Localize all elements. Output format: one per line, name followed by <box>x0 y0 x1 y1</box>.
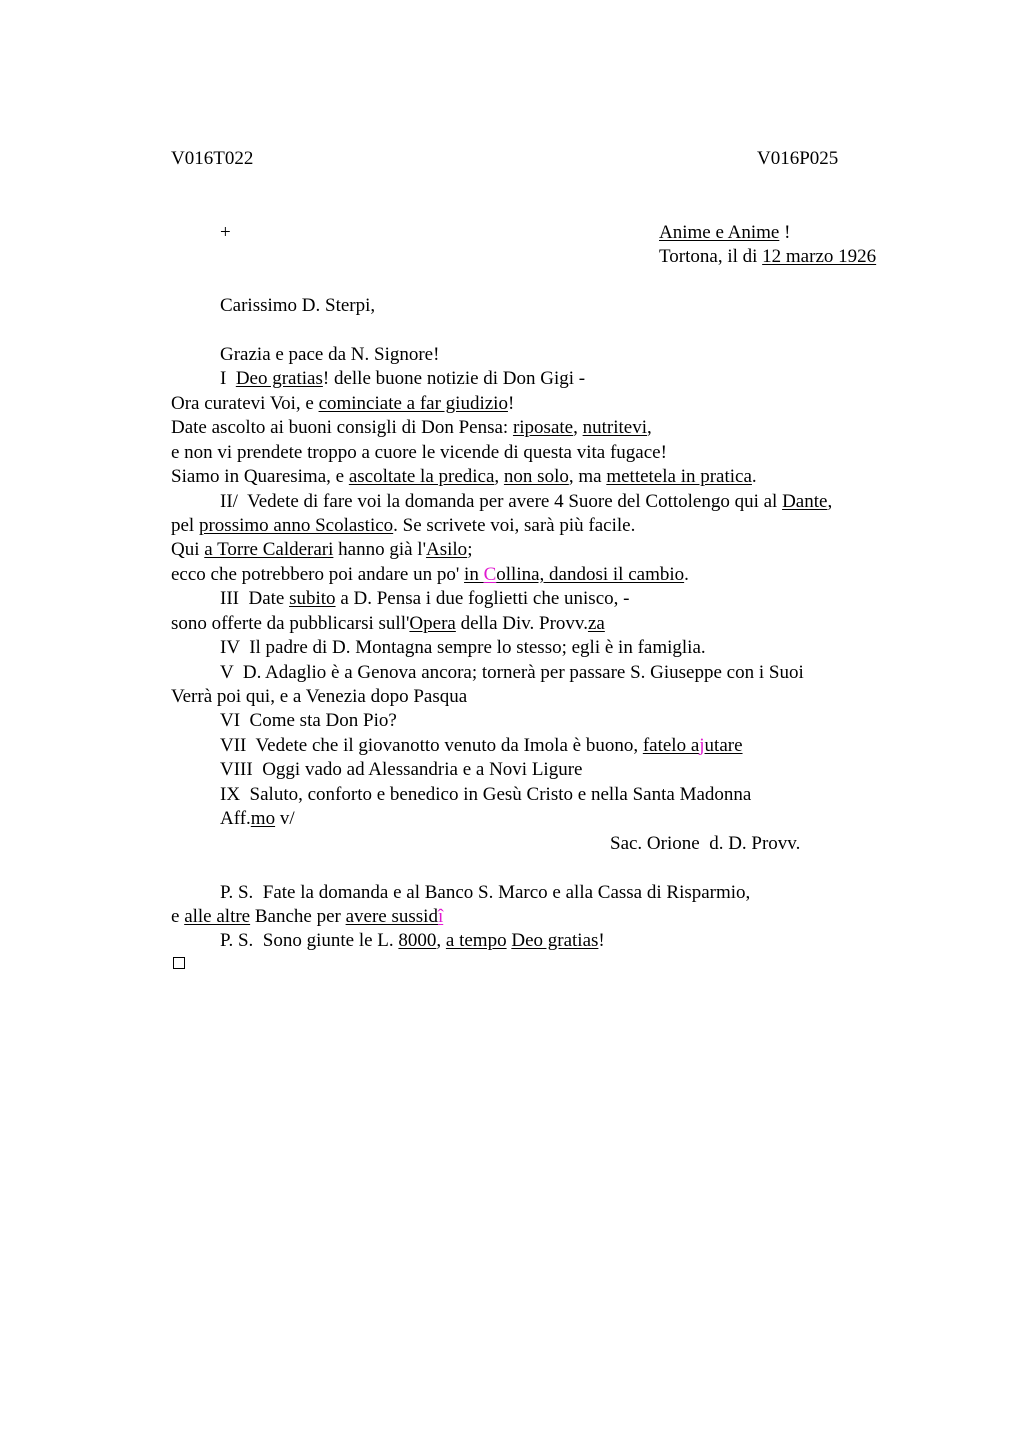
salutation: Carissimo D. Sterpi, <box>220 295 376 316</box>
document-code-left: V016T022 <box>171 148 254 169</box>
letter-line: Qui a Torre Calderari hanno già l'Asilo; <box>171 539 473 560</box>
letter-line: III Date subito a D. Pensa i due foglietti che unisco, - <box>220 588 630 609</box>
place-date: Tortona, il di 12 marzo 1926 <box>659 246 877 267</box>
letter-line: II/ Vedete di fare voi la domanda per avere 4 Suore del Cottolengo qui al Dante, <box>220 491 833 512</box>
cross-mark: + <box>220 222 231 243</box>
postscript: P. S. Sono giunte le L. 8000, a tempo Deo gratias! <box>220 930 605 951</box>
closing: Aff.mo v/ <box>220 808 295 829</box>
letter-line: VI Come sta Don Pio? <box>220 710 397 731</box>
letter-line: VII Vedete che il giovanotto venuto da Imola è buono, fatelo ajutare <box>220 735 743 756</box>
letter-line: Ora curatevi Voi, e cominciate a far giudizio! <box>171 393 515 414</box>
letter-line: sono offerte da pubblicarsi sull'Opera della Div. Provv.za <box>171 613 605 634</box>
letter-line: V D. Adaglio è a Genova ancora; tornerà per passare S. Giuseppe con i Suoi <box>220 662 804 683</box>
letter-line: Date ascolto ai buoni consigli di Don Pensa: riposate, nutritevi, <box>171 417 652 438</box>
letter-line: ecco che potrebbero poi andare un po' in Collina, dandosi il cambio. <box>171 564 689 585</box>
letter-line: e non vi prendete troppo a cuore le vicende di questa vita fugace! <box>171 442 667 463</box>
document-code-right: V016P025 <box>757 148 839 169</box>
postscript: P. S. Fate la domanda e al Banco S. Marco e alla Cassa di Risparmio, <box>220 882 751 903</box>
letter-line: VIII Oggi vado ad Alessandria e a Novi Ligure <box>220 759 583 780</box>
letter-line: I Deo gratias! delle buone notizie di Don Gigi - <box>220 368 586 389</box>
letter-line: Verrà poi qui, e a Venezia dopo Pasqua <box>171 686 468 707</box>
signature: Sac. Orione d. D. Provv. <box>610 833 801 854</box>
postscript: e alle altre Banche per avere sussidî <box>171 906 444 927</box>
letter-line: Siamo in Quaresima, e ascoltate la predica, non solo, ma mettetela in pratica. <box>171 466 757 487</box>
end-box-mark <box>173 957 185 969</box>
letter-line: pel prossimo anno Scolastico. Se scrivete voi, sarà più facile. <box>171 515 636 536</box>
letter-line: IX Saluto, conforto e benedico in Gesù Cristo e nella Santa Madonna <box>220 784 752 805</box>
letter-line: IV Il padre di D. Montagna sempre lo stesso; egli è in famiglia. <box>220 637 706 658</box>
greeting: Grazia e pace da N. Signore! <box>220 344 440 365</box>
motto: Anime e Anime ! <box>659 222 791 243</box>
